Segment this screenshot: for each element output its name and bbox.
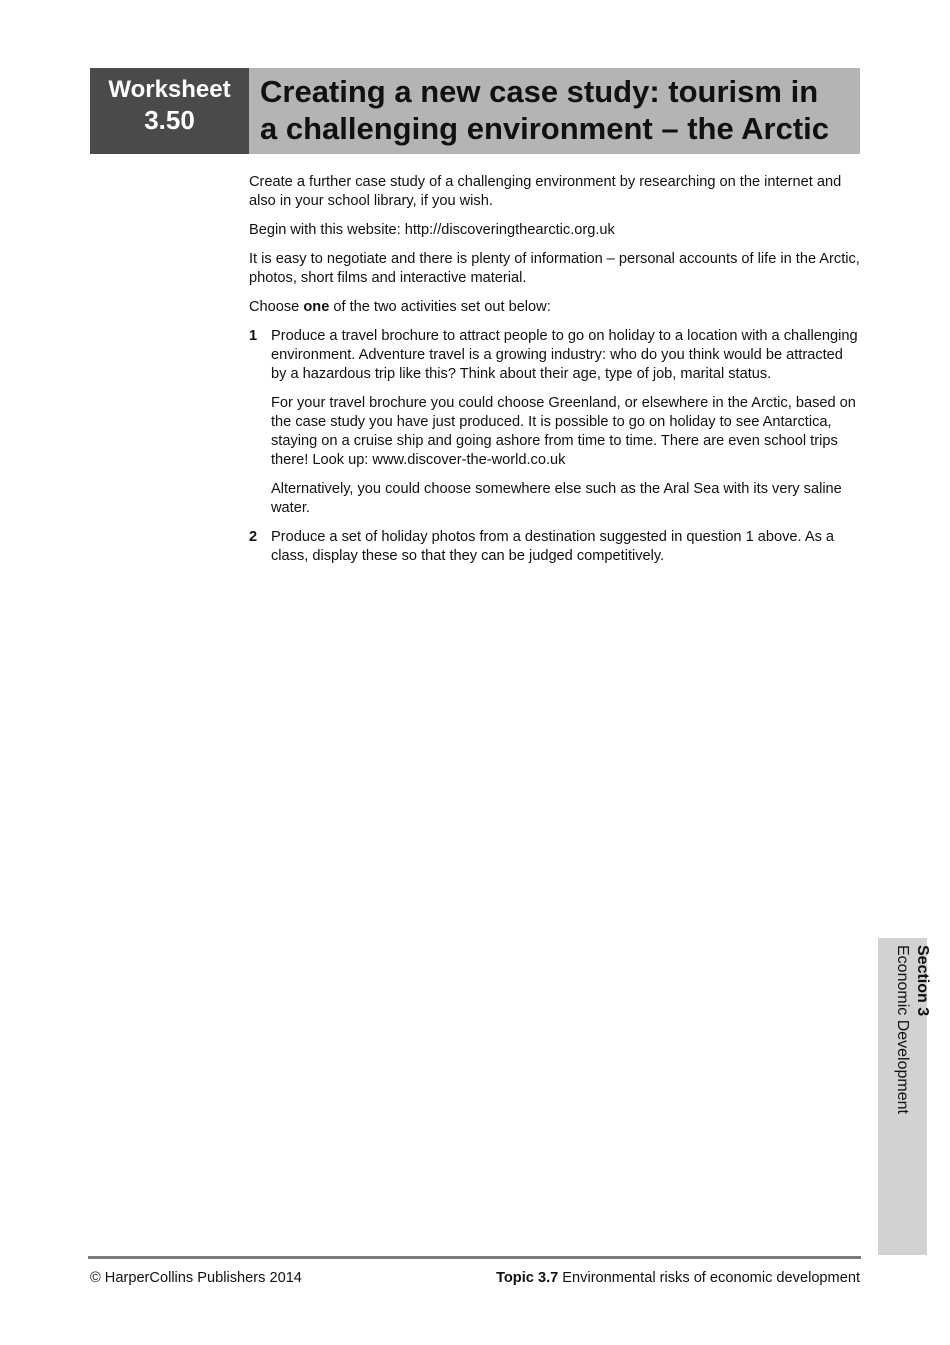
activity-number: 1 <box>249 327 258 344</box>
page-title <box>249 68 860 154</box>
footer-topic-number: Topic 3.7 <box>496 1270 559 1286</box>
worksheet-number: 3.50 <box>144 105 195 135</box>
worksheet-body <box>249 173 860 576</box>
section-subtitle: Economic Development <box>894 945 911 1114</box>
footer-topic <box>496 1270 860 1286</box>
activity-paragraph: Alternatively, you could choose somewhere else such as the Aral Sea with its very saline water. <box>271 481 842 517</box>
title-line-2: a challenging environment – the Arctic <box>260 111 830 146</box>
worksheet-label: Worksheet <box>108 76 231 103</box>
activity-paragraph: For your travel brochure you could choose Greenland, or elsewhere in the Arctic, based on the case study you have just produced. It is possible to go on holiday to see Antarctica, staying on a cruise ship and going ashore from time to time. There are even school trips there! Look up: www.discover-the-world.co.uk <box>271 394 856 469</box>
activity-paragraph: Produce a set of holiday photos from a destination suggested in question 1 above. As a class, display these so that they can be judged competitively. <box>271 529 835 565</box>
worksheet-label-box <box>90 68 249 154</box>
activity-item-1 <box>249 327 860 519</box>
choose-emphasis: one <box>303 298 330 315</box>
title-line-1: Creating a new case study: tourism in <box>260 74 819 109</box>
info-paragraph: It is easy to negotiate and there is plenty of information – personal accounts of life in the Arctic, photos, short films and interactive material. <box>249 250 860 286</box>
section-number: Section 3 <box>914 945 931 1017</box>
footer-copyright: © HarperCollins Publishers 2014 <box>90 1270 302 1286</box>
choose-paragraph: Choose one of the two activities set out below: <box>249 298 551 315</box>
footer-topic-text: Environmental risks of economic development <box>558 1270 860 1286</box>
activity-item-2 <box>249 528 860 566</box>
section-side-label <box>892 945 932 1114</box>
activity-number: 2 <box>249 529 258 546</box>
activity-paragraph: Produce a travel brochure to attract people to go on holiday to a location with a challenging environment. Adventure travel is a growing industry: who do you think would be attracted by a hazardous trip like this? Think about their age, type of job, marital status. <box>271 327 858 382</box>
footer-divider <box>88 1256 861 1259</box>
website-paragraph: Begin with this website: http://discoveringthearctic.org.uk <box>249 222 615 238</box>
intro-paragraph: Create a further case study of a challenging environment by researching on the internet and also in your school library, if you wish. <box>249 174 842 210</box>
